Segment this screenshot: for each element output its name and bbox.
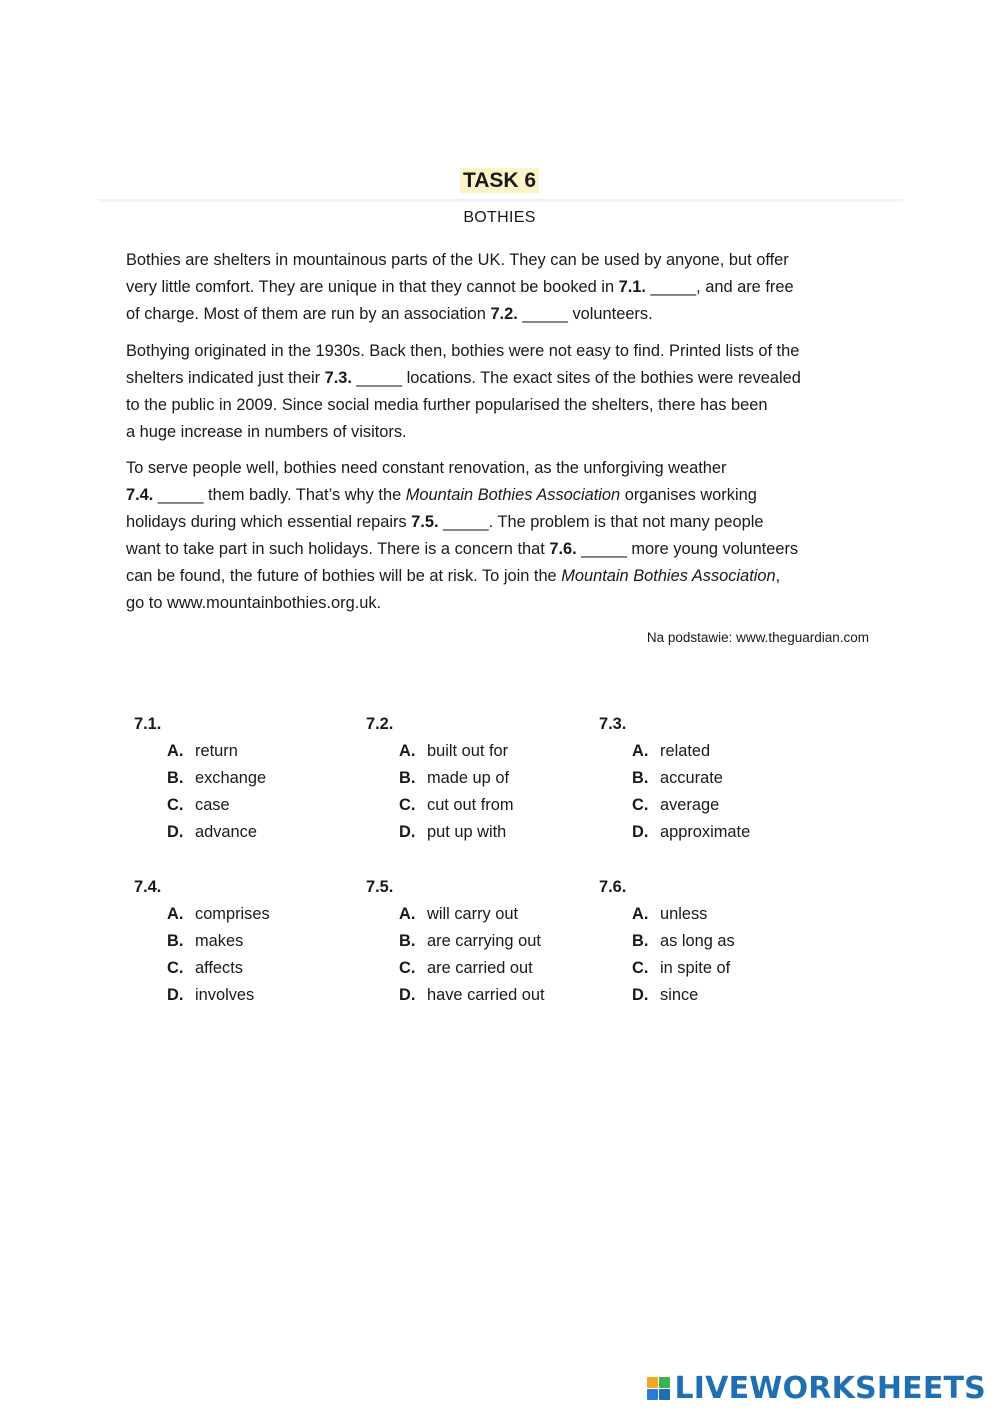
option-b[interactable]: B. are carrying out [399,932,541,950]
question-number: 7.6. [599,878,627,896]
paragraph-line: of charge. Most of them are run by an association 7.2. _____ volunteers. [126,305,653,323]
header-divider [98,199,903,203]
paragraph-line: very little comfort. They are unique in that they cannot be booked in 7.1. _____, and are free [126,278,794,296]
option-b[interactable]: B. as long as [632,932,735,950]
question-number: 7.3. [599,715,627,733]
paragraph-3 [126,455,886,617]
option-b[interactable]: B. accurate [632,769,723,787]
gap-number: 7.5. [411,513,439,531]
paragraph-line: Bothying originated in the 1930s. Back then, bothies were not easy to find. Printed lists of the [126,342,800,360]
paragraph-line: a huge increase in numbers of visitors. [126,423,407,441]
question-7-3 [599,711,750,846]
question-number: 7.2. [366,715,394,733]
liveworksheets-logo[interactable] [647,1371,986,1406]
paragraph-line: to the public in 2009. Since social media further popularised the shelters, there has been [126,396,768,414]
gap-number: 7.1. [618,278,646,296]
paragraph-line: Bothies are shelters in mountainous parts of the UK. They can be used by anyone, but offer [126,251,789,269]
question-number: 7.4. [134,878,162,896]
logo-text: LIVEWORKSHEETS [674,1371,986,1406]
paragraph-2 [126,338,886,446]
option-d[interactable]: D. have carried out [399,986,545,1004]
question-7-4 [134,874,270,1009]
logo-square [659,1377,670,1388]
option-b[interactable]: B. made up of [399,769,510,787]
gap-number: 7.4. [126,486,154,504]
option-b[interactable]: B. makes [167,932,244,950]
question-number: 7.1. [134,715,162,733]
option-c[interactable]: C. in spite of [632,959,731,977]
option-a[interactable]: A. comprises [167,905,270,923]
logo-square [659,1389,670,1400]
option-c[interactable]: C. case [167,796,230,814]
option-d[interactable]: D. put up with [399,823,507,841]
task-title: TASK 6 [0,169,999,193]
option-c[interactable]: C. are carried out [399,959,533,977]
paragraph-line: 7.4. _____ them badly. That’s why the Mountain Bothies Association organises working [126,486,757,504]
paragraph-line: go to www.mountainbothies.org.uk. [126,594,382,612]
gap-number: 7.3. [324,369,352,387]
question-7-5 [366,874,545,1009]
option-c[interactable]: C. average [632,796,720,814]
option-a[interactable]: A. unless [632,905,708,923]
liveworksheets-logo-icon [647,1377,670,1400]
option-d[interactable]: D. involves [167,986,255,1004]
option-a[interactable]: A. built out for [399,742,509,760]
paragraph-line: To serve people well, bothies need constant renovation, as the unforgiving weather [126,459,727,477]
option-a[interactable]: A. will carry out [399,905,519,923]
logo-square [647,1389,658,1400]
paragraph-line: want to take part in such holidays. There is a concern that 7.6. _____ more young volunteers [126,540,799,558]
gap-number: 7.2. [490,305,518,323]
text-title: BOTHIES [463,209,536,226]
paragraph-line: shelters indicated just their 7.3. _____ locations. The exact sites of the bothies were revealed [126,369,801,387]
question-7-2 [366,711,514,846]
option-d[interactable]: D. approximate [632,823,751,841]
option-a[interactable]: A. related [632,742,711,760]
option-a[interactable]: A. return [167,742,238,760]
option-c[interactable]: C. cut out from [399,796,514,814]
question-number: 7.5. [366,878,394,896]
question-7-1 [134,711,266,846]
source-credit: Na podstawie: www.theguardian.com [646,630,869,645]
gap-number: 7.6. [549,540,577,558]
question-7-6 [599,874,735,1009]
paragraph-1 [126,247,886,328]
paragraph-line: holidays during which essential repairs 7.5. _____. The problem is that not many people [126,513,764,531]
option-b[interactable]: B. exchange [167,769,267,787]
option-d[interactable]: D. advance [167,823,257,841]
option-d[interactable]: D. since [632,986,699,1004]
paragraph-line: can be found, the future of bothies will be at risk. To join the Mountain Bothies Association, [126,567,781,585]
logo-square [647,1377,658,1388]
option-c[interactable]: C. affects [167,959,243,977]
